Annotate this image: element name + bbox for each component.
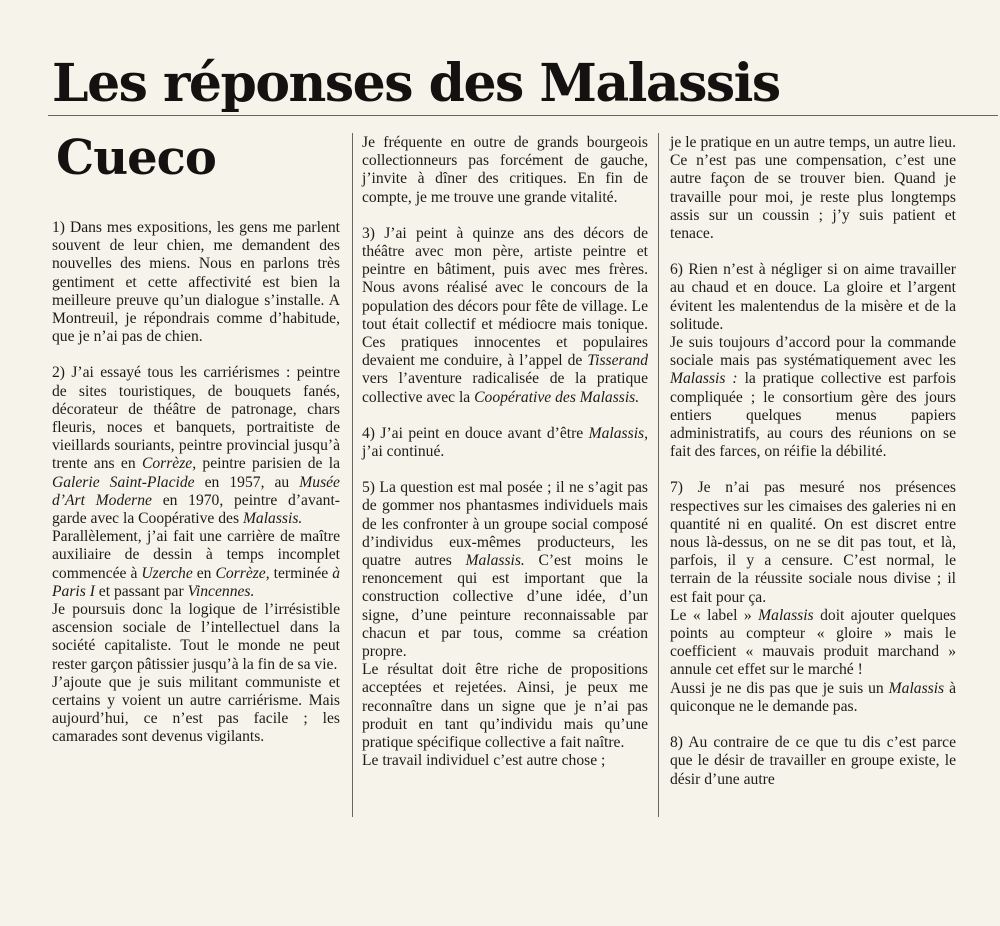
title-rule — [48, 115, 998, 116]
column-1 — [52, 130, 340, 747]
paragraph: 7) Je n’ai pas mesuré nos présences respectives sur les cimaises des galeries ni en quantité ni en qualité. On est discret entre nous là-dessus, on ne se dit pas tout, et là, parfois, il y a censure. C’est normal, le terrain de la réussite sociale nous divise ; il est fait pour ça. — [670, 479, 956, 606]
paragraph: 8) Au contraire de ce que tu dis c’est parce que le désir de travailler en groupe existe, le désir d’une autre — [670, 734, 956, 788]
paragraph: 3) J’ai peint à quinze ans des décors de théâtre avec mon père, artiste peintre et peintre en bâtiment, puis avec mes frères. Nous avons réalisé avec le concours de la population des décors pour fête de village. Le tout était collectif et médiocre mais tonique. Ces pratiques innocentes et populaires devaient me conduire, à l’appel de Tisserand vers l’aventure radicalisée de la pratique collective avec la Coopérative des Malassis. — [362, 224, 648, 406]
column-2 — [362, 134, 648, 771]
column-rule-2 — [658, 133, 659, 817]
paragraph: J’ajoute que je suis militant communiste et certains y voient un autre carriérisme. Mais aujourd’hui, ce n’est pas facile ; les camarades sont devenus vigilants. — [52, 673, 340, 746]
column-3 — [670, 134, 956, 789]
paragraph: Le résultat doit être riche de propositions acceptées et rejetées. Ainsi, je peux me reconnaître dans un signe que je n’ai pas produit en tant qu’individu mais qu’une pratique spécifique collective a fait naître. — [362, 661, 648, 752]
paragraph: 4) J’ai peint en douce avant d’être Malassis, j’ai continué. — [362, 424, 648, 461]
paragraph: Je fréquente en outre de grands bourgeois collectionneurs pas forcément de gauche, j’invite à dîner des critiques. En fin de compte, je me trouve une grande vitalité. — [362, 134, 648, 206]
column-rule-1 — [352, 133, 353, 817]
paragraph: 5) La question est mal posée ; il ne s’agit pas de gommer nos phantasmes individuels mais de les confronter à un groupe social composé d’individus eux-mêmes producteurs, les quatre autres Malassis. C’est moins le renoncement qui est important que la construction collective d’une idée, d’un signe, d’une peinture reconnaissable par chacun et par tous, comme sa création propre. — [362, 479, 648, 661]
page-title: Les réponses des Malassis — [52, 53, 780, 114]
author-name: Cueco — [56, 130, 216, 186]
paragraph: je le pratique en un autre temps, un autre lieu. Ce n’est pas une compensation, c’est une autre façon de se trouver bien. Quand je travaille pour moi, je reste plus longtemps assis sur un coussin ; j’y suis patient et tenace. — [670, 134, 956, 243]
paragraph: Aussi je ne dis pas que je suis un Malassis à quiconque ne le demande pas. — [670, 679, 956, 715]
paragraph: Je poursuis donc la logique de l’irrésistible ascension sociale de l’intellectuel dans la société capitaliste. Tout le monde ne peut rester garçon pâtissier jusqu’à la fin de sa vie. — [52, 601, 340, 673]
paragraph: 2) J’ai essayé tous les carriérismes : peintre de sites touristiques, de bouquets fanés, décorateur de théâtre de patronage, chars fleuris, noces et banquets, portraitiste de vieillards souriants, peintre provincial jusqu’à trente ans en Corrèze, peintre parisien de la Galerie Saint-Placide en 1957, au Musée d’Art Moderne en 1970, peintre d’avant-garde avec la Coopérative des Malassis. — [52, 364, 340, 528]
paragraph: 6) Rien n’est à négliger si on aime travailler au chaud et en douce. La gloire et l’argent évitent les malentendus de la misère et de la solitude. — [670, 261, 956, 333]
paragraph: Le travail individuel c’est autre chose ; — [362, 752, 606, 770]
paragraph: Le « label » Malassis doit ajouter quelques points au compteur « gloire » mais le coefficient « mauvais produit marchand » annule cet effet sur le marché ! — [670, 606, 956, 679]
paragraph: 1) Dans mes expositions, les gens me parlent souvent de leur chien, me demandent des nouvelles des miens. Nous en parlons très gentiment et cette affectivité est bien la meilleure preuve qu’un dialogue s’installe. A Montreuil, je répondrais comme d’habitude, que je n’ai pas de chien. — [52, 219, 340, 346]
paragraph: Je suis toujours d’accord pour la commande sociale mais pas systématiquement avec les Malassis : la pratique collective est parfois compliquée ; le consortium gère des jours entiers quelques menus papiers administratifs, au cours des réunions on se fait des farces, on réifie la débilité. — [670, 334, 956, 461]
paragraph: Parallèlement, j’ai fait une carrière de maître auxiliaire de dessin à temps incomplet commencée à Uzerche en Corrèze, terminée à Paris I et passant par Vincennes. — [52, 528, 340, 600]
